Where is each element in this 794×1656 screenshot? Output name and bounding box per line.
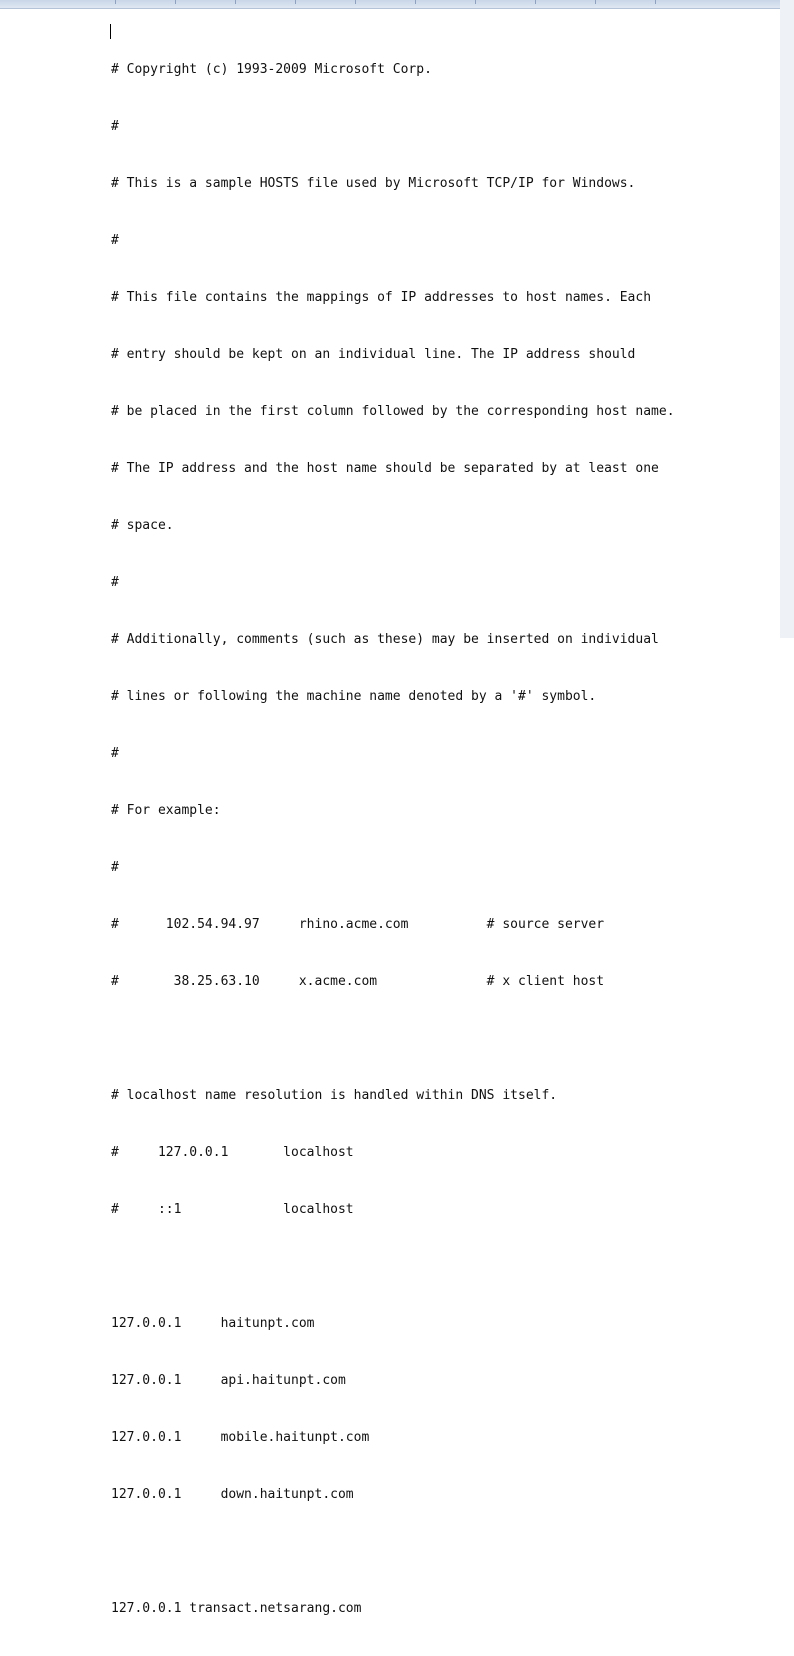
ruler-tick bbox=[355, 0, 356, 4]
text-line bbox=[111, 1029, 675, 1048]
text-line: # 102.54.94.97 rhino.acme.com # source server bbox=[111, 917, 605, 932]
text-line bbox=[111, 1257, 675, 1276]
text-line: # Copyright (c) 1993-2009 Microsoft Corp. bbox=[111, 62, 432, 77]
text-line: # bbox=[111, 233, 119, 248]
text-caret bbox=[110, 24, 111, 39]
text-line: # be placed in the first column followed by the corresponding host name. bbox=[111, 404, 675, 419]
text-line: # ::1 localhost bbox=[111, 1202, 354, 1217]
text-line: 127.0.0.1 transact.netsarang.com bbox=[111, 1601, 362, 1616]
text-line: # bbox=[111, 119, 119, 134]
ruler-tick bbox=[415, 0, 416, 4]
text-line: # lines or following the machine name denoted by a '#' symbol. bbox=[111, 689, 597, 704]
text-line: # 127.0.0.1 localhost bbox=[111, 1145, 354, 1160]
text-line: # Additionally, comments (such as these) may be inserted on individual bbox=[111, 632, 659, 647]
ruler-tick bbox=[655, 0, 656, 4]
text-line: # This is a sample HOSTS file used by Microsoft TCP/IP for Windows. bbox=[111, 176, 636, 191]
text-line: # 38.25.63.10 x.acme.com # x client host bbox=[111, 974, 605, 989]
text-line: 127.0.0.1 mobile.haitunpt.com bbox=[111, 1430, 370, 1445]
document-text-area[interactable] bbox=[111, 22, 675, 1656]
text-line: # This file contains the mappings of IP addresses to host names. Each bbox=[111, 290, 652, 305]
text-line: # entry should be kept on an individual line. The IP address should bbox=[111, 347, 636, 362]
ruler-tick bbox=[235, 0, 236, 4]
ruler-tick bbox=[115, 0, 116, 4]
ruler-tick bbox=[475, 0, 476, 4]
text-line: # space. bbox=[111, 518, 174, 533]
text-line: 127.0.0.1 api.haitunpt.com bbox=[111, 1373, 346, 1388]
text-line: # bbox=[111, 860, 119, 875]
ruler-tick bbox=[295, 0, 296, 4]
text-line: # The IP address and the host name should be separated by at least one bbox=[111, 461, 659, 476]
text-line: 127.0.0.1 haitunpt.com bbox=[111, 1316, 315, 1331]
text-line: # For example: bbox=[111, 803, 221, 818]
text-line bbox=[111, 1542, 675, 1561]
text-line: # bbox=[111, 575, 119, 590]
ruler-tick bbox=[535, 0, 536, 4]
ruler-tick bbox=[595, 0, 596, 4]
text-line: 127.0.0.1 down.haitunpt.com bbox=[111, 1487, 354, 1502]
window-top-bar bbox=[0, 0, 780, 9]
text-line: # localhost name resolution is handled within DNS itself. bbox=[111, 1088, 558, 1103]
text-line: # bbox=[111, 746, 119, 761]
ruler-tick bbox=[175, 0, 176, 4]
